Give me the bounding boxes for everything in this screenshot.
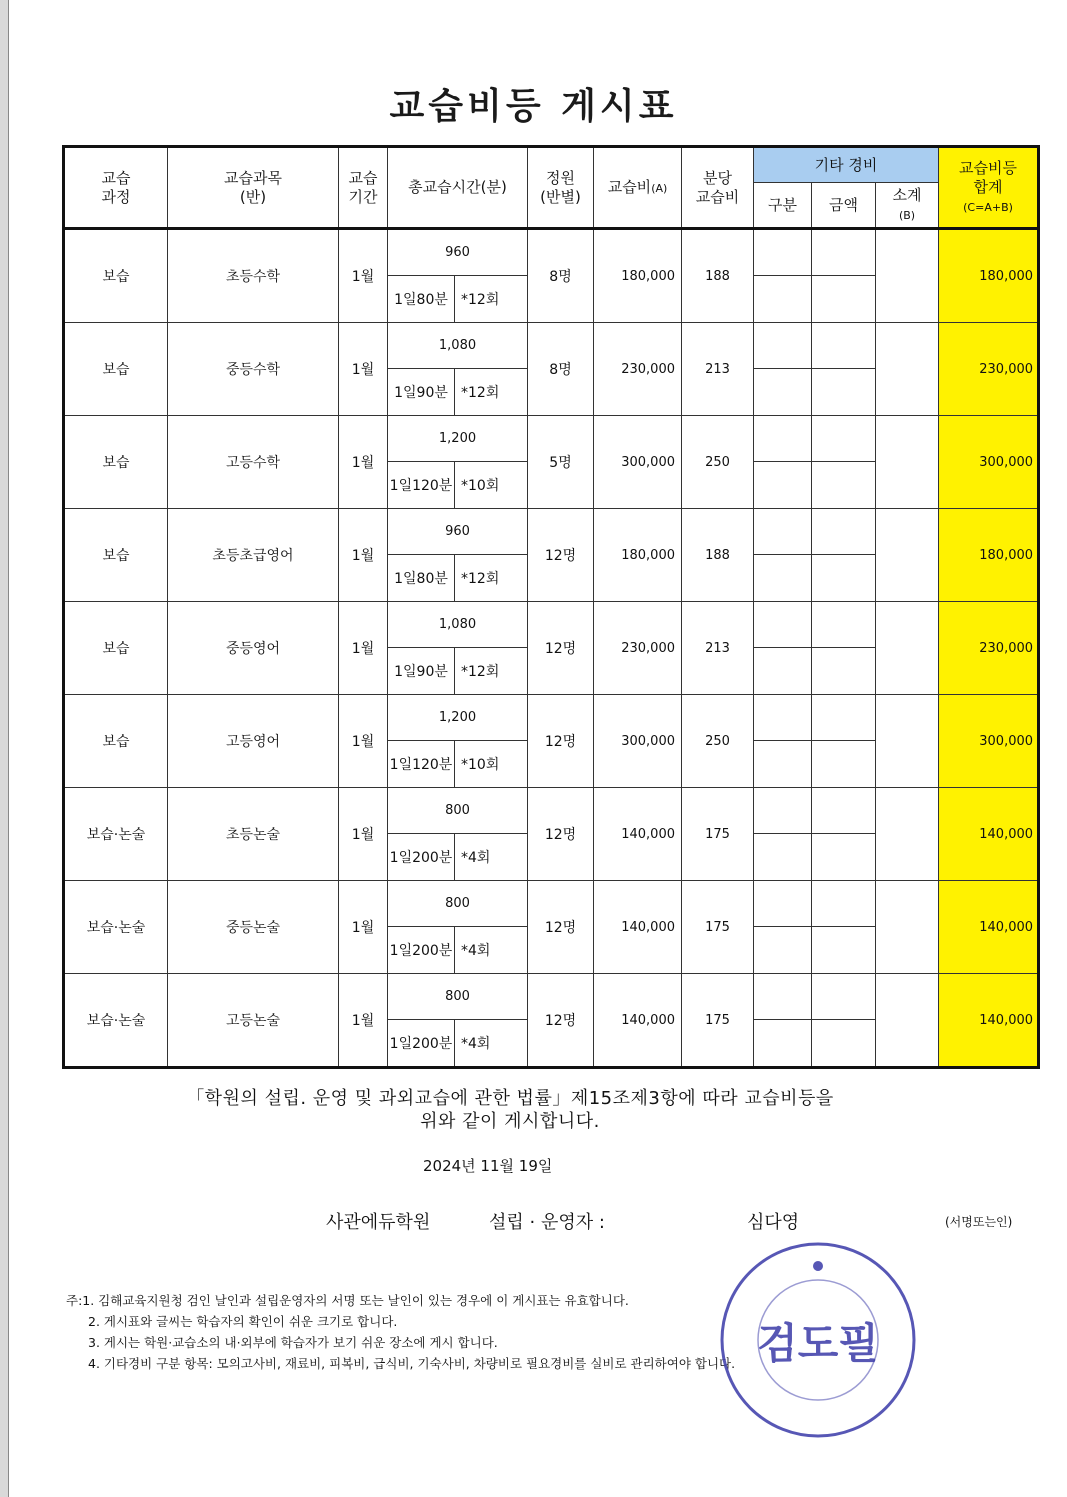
cell-course: 보습: [64, 695, 168, 788]
cell-per-minute: 175: [682, 974, 754, 1068]
total-minutes: 1,200: [388, 695, 527, 741]
total-minutes: 800: [388, 974, 527, 1020]
cell-period: 1월: [339, 602, 388, 695]
cell-sum: 180,000: [939, 229, 1039, 323]
cell-sum: 140,000: [939, 881, 1039, 974]
header-total-time: 총교습시간(분): [388, 147, 528, 229]
header-subject: 교습과목 (반): [168, 147, 339, 229]
academy-name: 사관에듀학원: [326, 1212, 431, 1233]
cell-course: 보습: [64, 509, 168, 602]
cell-capacity: 12명: [528, 695, 594, 788]
cell-etc-subtotal: [876, 974, 939, 1068]
table-row: [64, 323, 1039, 416]
cell-per-minute: 250: [682, 416, 754, 509]
cell-per-minute: 175: [682, 881, 754, 974]
cell-etc-amount: [812, 229, 876, 323]
cell-subject: 중등수학: [168, 323, 339, 416]
minutes-per-day: 1일200분: [388, 926, 455, 973]
cell-etc-amount: [812, 602, 876, 695]
cell-total-time: [388, 695, 528, 788]
cell-total-time: [388, 881, 528, 974]
cell-etc-type: [754, 416, 812, 509]
cell-per-minute: 213: [682, 602, 754, 695]
header-etc-type: 구분: [754, 183, 812, 229]
cell-etc-type: [754, 509, 812, 602]
cell-period: 1월: [339, 416, 388, 509]
session-count: *10회: [461, 477, 500, 494]
cell-etc-amount: [812, 974, 876, 1068]
cell-etc-subtotal: [876, 509, 939, 602]
cell-period: 1월: [339, 788, 388, 881]
total-minutes: 1,080: [388, 323, 527, 369]
session-count: *12회: [461, 663, 500, 680]
cell-course: 보습: [64, 323, 168, 416]
cell-etc-type: [754, 323, 812, 416]
cell-period: 1월: [339, 695, 388, 788]
session-count: *10회: [461, 756, 500, 773]
cell-etc-type: [754, 695, 812, 788]
cell-fee: 140,000: [594, 881, 682, 974]
cell-etc-subtotal: [876, 229, 939, 323]
table-row: [64, 695, 1039, 788]
cell-etc-amount: [812, 416, 876, 509]
header-course: 교습 과정: [64, 147, 168, 229]
time-breakdown: [388, 368, 527, 415]
header-etc: 기타 경비: [754, 147, 939, 183]
cell-sum: 180,000: [939, 509, 1039, 602]
total-minutes: 1,200: [388, 416, 527, 462]
cell-course: 보습: [64, 602, 168, 695]
cell-capacity: 12명: [528, 788, 594, 881]
cell-capacity: 5명: [528, 416, 594, 509]
cell-capacity: 12명: [528, 974, 594, 1068]
cell-subject: 초등논술: [168, 788, 339, 881]
cell-per-minute: 188: [682, 509, 754, 602]
session-count: *12회: [461, 570, 500, 587]
cell-fee: 140,000: [594, 974, 682, 1068]
header-sum: 교습비등 합계 (C=A+B): [939, 147, 1039, 229]
cell-etc-amount: [812, 323, 876, 416]
header-per-minute: 분당 교습비: [682, 147, 754, 229]
time-breakdown: [388, 275, 527, 322]
page-title: 교습비등 게시표: [389, 86, 678, 127]
time-breakdown: [388, 647, 527, 694]
page-edge-line: [8, 0, 9, 1497]
session-count: *12회: [461, 384, 500, 401]
cell-etc-amount: [812, 695, 876, 788]
time-breakdown: [388, 926, 527, 973]
cell-period: 1월: [339, 881, 388, 974]
notice-line: 「학원의 설립. 운영 및 과외교습에 관한 법률」제15조제3항에 따라 교습비등을: [186, 1088, 834, 1109]
time-breakdown: [388, 833, 527, 880]
cell-sum: 140,000: [939, 788, 1039, 881]
time-breakdown: [388, 1019, 527, 1066]
total-minutes: 800: [388, 788, 527, 834]
cell-subject: 고등수학: [168, 416, 339, 509]
minutes-per-day: 1일90분: [388, 647, 455, 694]
cell-etc-subtotal: [876, 695, 939, 788]
cell-fee: 300,000: [594, 416, 682, 509]
cell-etc-amount: [812, 881, 876, 974]
cell-total-time: [388, 788, 528, 881]
cell-subject: 초등수학: [168, 229, 339, 323]
cell-fee: 180,000: [594, 509, 682, 602]
footnotes: [66, 1290, 735, 1374]
minutes-per-day: 1일80분: [388, 275, 455, 322]
table-row: [64, 416, 1039, 509]
cell-capacity: 8명: [528, 229, 594, 323]
cell-total-time: [388, 602, 528, 695]
cell-total-time: [388, 229, 528, 323]
header-etc-subtotal: 소계 (B): [876, 183, 939, 229]
session-count: *12회: [461, 291, 500, 308]
minutes-per-day: 1일200분: [388, 833, 455, 880]
footnote: 4. 기타경비 구분 항목: 모의고사비, 재료비, 피복비, 급식비, 기숙사비, 차량비로 필요경비를 실비로 관리하여야 합니다.: [88, 1356, 736, 1371]
cell-etc-type: [754, 229, 812, 323]
minutes-per-day: 1일120분: [388, 461, 455, 508]
cell-etc-amount: [812, 509, 876, 602]
cell-course: 보습: [64, 229, 168, 323]
cell-capacity: 12명: [528, 881, 594, 974]
cell-subject: 초등초급영어: [168, 509, 339, 602]
cell-total-time: [388, 416, 528, 509]
cell-sum: 230,000: [939, 602, 1039, 695]
cell-etc-type: [754, 881, 812, 974]
cell-sum: 300,000: [939, 695, 1039, 788]
minutes-per-day: 1일120분: [388, 740, 455, 787]
cell-fee: 230,000: [594, 323, 682, 416]
cell-etc-type: [754, 602, 812, 695]
total-minutes: 800: [388, 881, 527, 927]
session-count: *4회: [461, 1035, 491, 1052]
cell-course: 보습·논술: [64, 788, 168, 881]
cell-period: 1월: [339, 323, 388, 416]
cell-capacity: 12명: [528, 602, 594, 695]
session-count: *4회: [461, 942, 491, 959]
cell-period: 1월: [339, 229, 388, 323]
table-row: [64, 974, 1039, 1068]
cell-total-time: [388, 323, 528, 416]
minutes-per-day: 1일90분: [388, 368, 455, 415]
cell-sum: 230,000: [939, 323, 1039, 416]
notice-line: 위와 같이 게시합니다.: [420, 1111, 600, 1132]
table-row: [64, 788, 1039, 881]
cell-etc-subtotal: [876, 323, 939, 416]
cell-per-minute: 188: [682, 229, 754, 323]
cell-sum: 140,000: [939, 974, 1039, 1068]
cell-etc-subtotal: [876, 881, 939, 974]
cell-etc-subtotal: [876, 602, 939, 695]
cell-fee: 140,000: [594, 788, 682, 881]
cell-total-time: [388, 509, 528, 602]
header-fee: 교습비(A): [594, 147, 682, 229]
header-etc-amount: 금액: [812, 183, 876, 229]
cell-per-minute: 250: [682, 695, 754, 788]
cell-period: 1월: [339, 974, 388, 1068]
header-period: 교습 기간: [339, 147, 388, 229]
cell-total-time: [388, 974, 528, 1068]
cell-sum: 300,000: [939, 416, 1039, 509]
official-seal: [718, 1240, 918, 1440]
cell-fee: 230,000: [594, 602, 682, 695]
cell-course: 보습·논술: [64, 881, 168, 974]
total-minutes: 1,080: [388, 602, 527, 648]
cell-subject: 중등영어: [168, 602, 339, 695]
page-edge: [0, 0, 8, 1497]
minutes-per-day: 1일200분: [388, 1019, 455, 1066]
cell-subject: 중등논술: [168, 881, 339, 974]
cell-period: 1월: [339, 509, 388, 602]
table-row: [64, 229, 1039, 323]
cell-subject: 고등영어: [168, 695, 339, 788]
footnote: 3. 게시는 학원·교습소의 내·외부에 학습자가 보기 쉬운 장소에 게시 합니다.: [88, 1335, 498, 1350]
fee-table-wrapper: [62, 145, 1037, 1067]
cell-etc-subtotal: [876, 788, 939, 881]
footnote: 주:1. 김해교육지원청 검인 날인과 설립운영자의 서명 또는 날인이 있는 경우에 이 게시표는 유효합니다.: [66, 1293, 629, 1308]
signature-note: (서명또는인): [945, 1215, 1013, 1229]
cell-capacity: 12명: [528, 509, 594, 602]
cell-per-minute: 175: [682, 788, 754, 881]
cell-etc-type: [754, 974, 812, 1068]
time-breakdown: [388, 740, 527, 787]
cell-etc-type: [754, 788, 812, 881]
cell-subject: 고등논술: [168, 974, 339, 1068]
session-count: *4회: [461, 849, 491, 866]
minutes-per-day: 1일80분: [388, 554, 455, 601]
time-breakdown: [388, 461, 527, 508]
cell-course: 보습: [64, 416, 168, 509]
total-minutes: 960: [388, 230, 527, 276]
cell-etc-amount: [812, 788, 876, 881]
table-row: [64, 881, 1039, 974]
posting-date: 2024년 11월 19일: [423, 1157, 553, 1175]
cell-etc-subtotal: [876, 416, 939, 509]
operator-role: 설립 · 운영자 :: [489, 1212, 605, 1233]
total-minutes: 960: [388, 509, 527, 555]
cell-fee: 180,000: [594, 229, 682, 323]
operator-name: 심다영: [747, 1212, 800, 1233]
table-row: [64, 509, 1039, 602]
table-row: [64, 602, 1039, 695]
footnote: 2. 게시표와 글씨는 학습자의 확인이 쉬운 크기로 합니다.: [88, 1314, 398, 1329]
cell-fee: 300,000: [594, 695, 682, 788]
time-breakdown: [388, 554, 527, 601]
svg-text:검도필: 검도필: [757, 1319, 879, 1368]
legal-notice: [0, 1087, 1020, 1133]
cell-per-minute: 213: [682, 323, 754, 416]
cell-capacity: 8명: [528, 323, 594, 416]
fee-table: [62, 145, 1040, 1069]
header-capacity: 정원 (반별): [528, 147, 594, 229]
cell-course: 보습·논술: [64, 974, 168, 1068]
